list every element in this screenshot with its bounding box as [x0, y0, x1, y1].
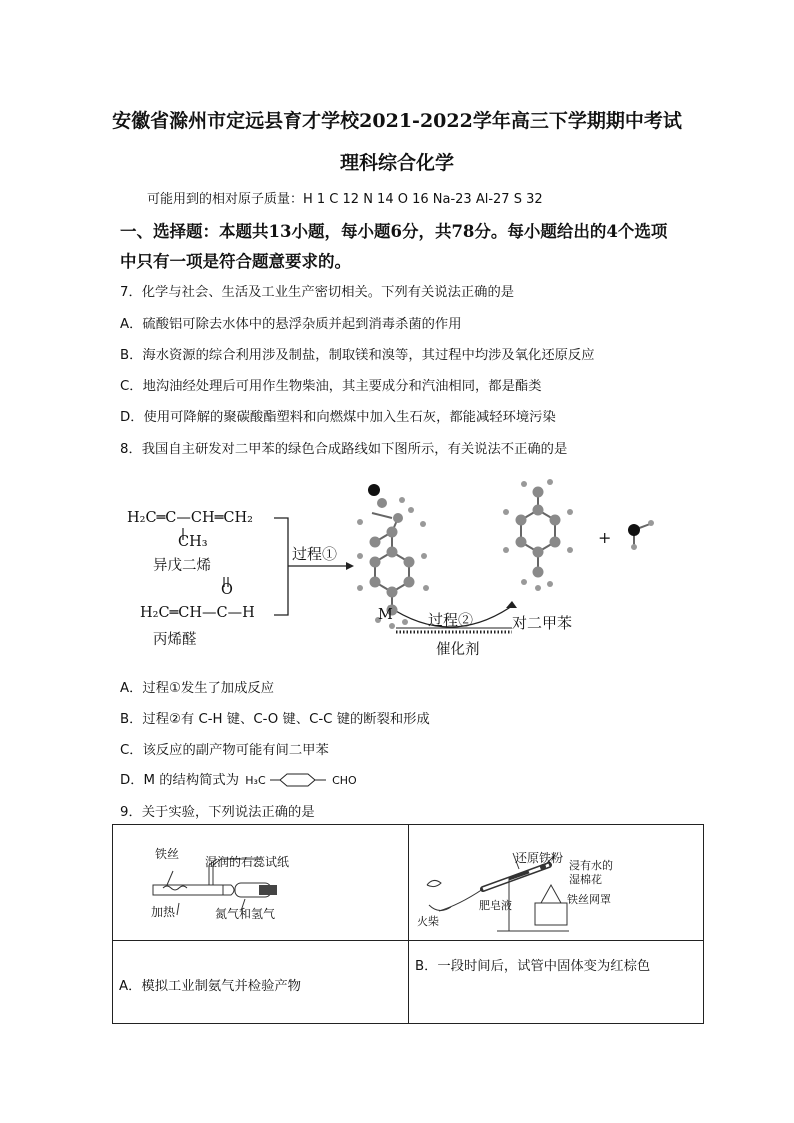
reaction-diagram — [120, 470, 680, 670]
carbon-atom — [533, 567, 544, 578]
reactants-bracket — [274, 518, 288, 615]
hydrogen-atom — [402, 619, 408, 625]
carbon-atom — [516, 515, 527, 526]
carbon-atom — [370, 537, 381, 548]
question-7-option-a: A．硫酸铝可除去水体中的悬浮杂质并起到消毒杀菌的作用 — [120, 317, 462, 332]
hydrogen-atom — [408, 507, 414, 513]
question-7-stem: 7．化学与社会、生活及工业生产密切相关。下列有关说法正确的是 — [120, 285, 515, 300]
hydrogen-atom — [357, 519, 363, 525]
hydrogen-atom — [521, 481, 527, 487]
hydrogen-atom — [420, 521, 426, 527]
question-8-stem: 8．我国自主研发对二甲苯的绿色合成路线如下图所示，有关说法不正确的是 — [120, 442, 568, 457]
hydrogen-atom — [399, 497, 405, 503]
process-2-label: 过程② — [428, 611, 474, 629]
label-iron-wire: 铁丝 — [155, 847, 180, 861]
hydrogen-atom — [357, 553, 363, 559]
m-label: M — [378, 607, 393, 623]
hydrogen-atom — [567, 547, 573, 553]
process2-arrowhead — [506, 601, 517, 608]
question-8-option-d — [120, 769, 357, 788]
hydrogen-atom — [421, 553, 427, 559]
process1-arrowhead — [346, 562, 354, 570]
isoprene-methyl: CH₃ — [178, 534, 208, 550]
hydrogen-atom — [547, 479, 553, 485]
isoprene-name: 异戊二烯 — [153, 558, 211, 574]
hydrogen-atom — [503, 547, 509, 553]
iron-steam-apparatus-diagram — [409, 825, 705, 941]
carbon-atom — [533, 487, 544, 498]
carbon-atom — [387, 547, 398, 558]
hydrogen-atom — [503, 509, 509, 515]
p-xylene-name: 对二甲苯 — [512, 614, 573, 632]
acrolein-formula: H₂C═CH—C—H — [140, 605, 255, 621]
process-1-label: 过程① — [292, 545, 338, 563]
cyclohexane-ring-icon — [270, 773, 328, 787]
label-wet-cotton-2: 湿棉花 — [569, 873, 602, 886]
oxygen-atom — [368, 484, 380, 496]
p-xylene-bonds — [521, 492, 555, 572]
carbon-atom — [550, 515, 561, 526]
question-7-option-d: D．使用可降解的聚碳酸酯塑料和向燃煤中加入生石灰，都能减轻环境污染 — [120, 410, 556, 425]
question-7-option-b: B．海水资源的综合利用涉及制盐，制取镁和溴等，其过程中均涉及氧化还原反应 — [120, 348, 595, 363]
hydrogen-atom — [521, 579, 527, 585]
acrolein-oxygen: O — [221, 582, 233, 598]
label-wire-gauze: 铁丝网罩 — [567, 893, 611, 906]
carbon-atom — [533, 505, 544, 516]
label-soap-solution: 肥皂液 — [479, 899, 512, 912]
carbon-atom — [387, 527, 398, 538]
label-match: 火柴 — [417, 915, 439, 928]
carbon-atom — [377, 498, 387, 508]
page-title: 安徽省滁州市定远县育才学校2021-2022学年高三下学期期中考试 — [112, 110, 682, 132]
carbon-atom — [370, 557, 381, 568]
acrolein-name: 丙烯醛 — [153, 632, 197, 648]
question-9-table — [112, 824, 704, 1024]
question-7-option-c: C．地沟油经处理后可用作生物柴油，其主要成分和汽油相同，都是酯类 — [120, 379, 542, 394]
carbon-atom — [370, 577, 381, 588]
cell-b-apparatus — [409, 825, 704, 941]
hydrogen-atom — [631, 544, 637, 550]
hydrogen-atom — [535, 585, 541, 591]
hydrogen-atom — [357, 585, 363, 591]
water-oxygen-atom — [628, 524, 640, 536]
hydrogen-atom — [547, 581, 553, 587]
section-heading-line2: 中只有一项是符合题意要求的。 — [120, 252, 351, 271]
cell-b-caption — [409, 941, 704, 1024]
page-subtitle: 理科综合化学 — [339, 152, 454, 174]
option-a-caption: A．模拟工业制氨气并检验产物 — [119, 979, 301, 994]
cell-a-caption — [113, 941, 409, 1024]
section-heading-line1: 一、选择题：本题共13小题，每小题6分，共78分。每小题给出的4个选项 — [120, 222, 668, 241]
hydrogen-atom — [567, 509, 573, 515]
label-iron-powder: 还原铁粉 — [515, 851, 564, 865]
carbon-atom — [404, 557, 415, 568]
plus-sign: + — [598, 528, 612, 547]
question-8-option-a: A．过程①发生了加成反应 — [120, 681, 274, 696]
isoprene-formula: H₂C═C—CH═CH₂ — [127, 510, 253, 526]
option-b-caption: B．一段时间后，试管中固体变为红棕色 — [415, 959, 651, 974]
hydrogen-atom — [648, 520, 654, 526]
carbon-atom — [393, 513, 403, 523]
label-nitrogen-hydrogen: 氮气和氢气 — [215, 907, 276, 921]
label-heating: 加热 — [151, 905, 176, 919]
ammonia-apparatus-diagram — [113, 825, 408, 941]
cell-a-apparatus — [113, 825, 409, 941]
question-9-stem: 9．关于实验，下列说法正确的是 — [120, 805, 315, 820]
carbon-atom — [516, 537, 527, 548]
option-d-formula-right: CHO — [332, 774, 357, 787]
question-8-option-c: C．该反应的副产物可能有间二甲苯 — [120, 743, 329, 758]
option-d-prefix: D．M 的结构简式为 — [120, 773, 240, 788]
catalyst-label: 催化剂 — [436, 642, 480, 658]
option-d-formula-left: H₃C — [245, 774, 266, 787]
carbon-atom — [387, 587, 398, 598]
carbon-atom — [533, 547, 544, 558]
carbon-atom — [550, 537, 561, 548]
hydrogen-atom — [423, 585, 429, 591]
label-wet-cotton-1: 浸有水的 — [569, 859, 613, 872]
question-8-option-b: B．过程②有 C-H 键、C-O 键、C-C 键的断裂和形成 — [120, 712, 430, 727]
hydrogen-atom — [389, 623, 395, 629]
atomic-masses-note: 可能用到的相对原子质量：H 1 C 12 N 14 O 16 Na-23 Al-27 S 32 — [147, 192, 543, 207]
label-litmus-paper: 湿润的石蕊试纸 — [205, 855, 290, 869]
carbon-atom — [404, 577, 415, 588]
